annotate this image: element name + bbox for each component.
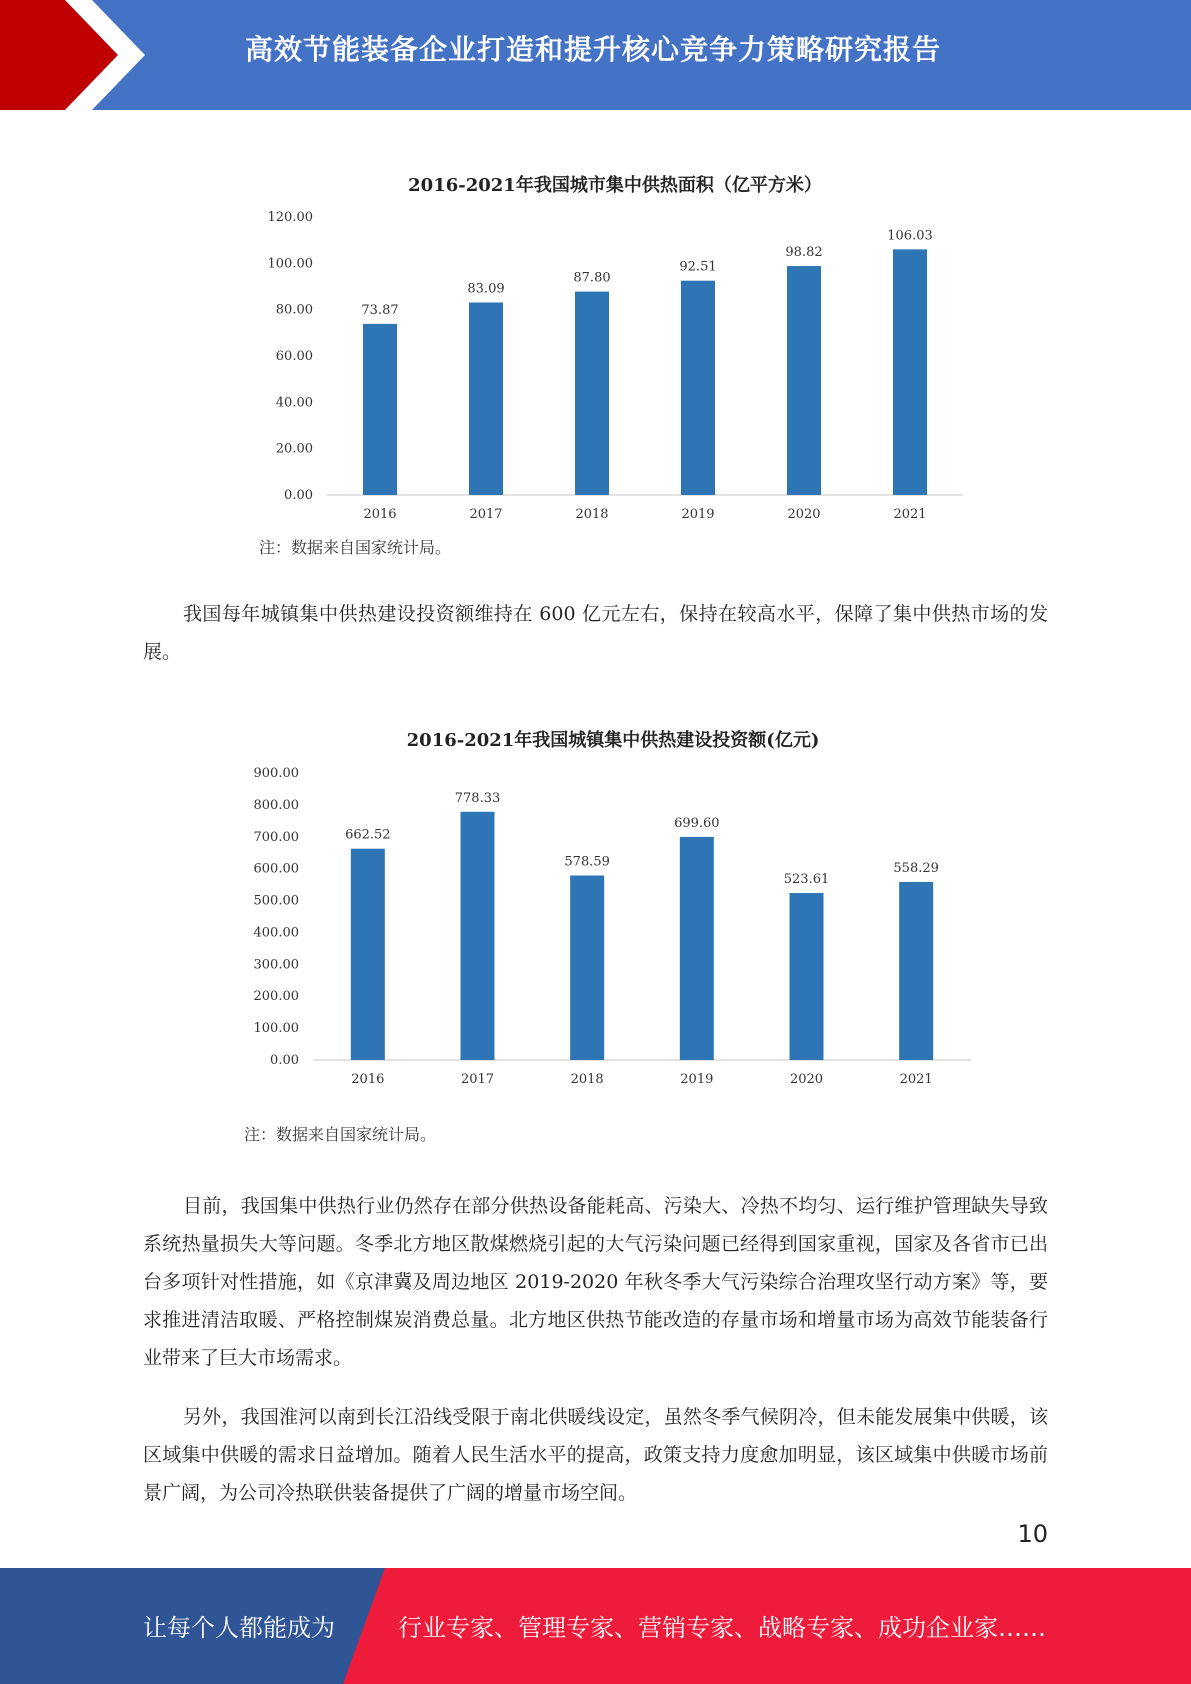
chart-title: 2016-2021年我国城镇集中供热建设投资额(亿元) bbox=[406, 730, 820, 751]
x-tick-label: 2016 bbox=[363, 507, 397, 522]
chart-title: 2016-2021年我国城市集中供热面积（亿平方米） bbox=[408, 175, 822, 196]
page-number: 10 bbox=[1017, 1520, 1048, 1548]
data-label: 98.82 bbox=[785, 245, 823, 261]
x-tick-label: 2021 bbox=[899, 1072, 933, 1087]
page-footer bbox=[0, 1568, 1191, 1684]
bar bbox=[461, 812, 495, 1060]
bar bbox=[469, 303, 503, 495]
y-tick-label: 100.00 bbox=[253, 1021, 299, 1037]
data-label: 662.52 bbox=[345, 827, 391, 843]
x-tick-label: 2021 bbox=[893, 507, 927, 522]
bar bbox=[790, 893, 824, 1060]
data-label: 558.29 bbox=[893, 860, 939, 876]
y-tick-label: 500.00 bbox=[253, 893, 299, 909]
data-label: 106.03 bbox=[887, 228, 933, 244]
chart-plot bbox=[238, 720, 988, 1095]
chart2-source-note: 注：数据来自国家统计局。 bbox=[244, 1125, 437, 1144]
header-arrow-decoration bbox=[0, 0, 160, 110]
footer-slogan-left: 让每个人都能成为 bbox=[143, 1614, 335, 1642]
x-tick-label: 2020 bbox=[789, 1072, 824, 1087]
x-tick-label: 2017 bbox=[460, 1072, 495, 1087]
bar bbox=[575, 292, 609, 495]
y-tick-label: 40.00 bbox=[275, 395, 313, 411]
bar bbox=[680, 837, 714, 1060]
bar bbox=[787, 266, 821, 495]
data-label: 73.87 bbox=[361, 302, 399, 318]
y-tick-label: 120.00 bbox=[267, 210, 313, 225]
y-tick-label: 900.00 bbox=[253, 766, 299, 781]
bar bbox=[893, 249, 927, 495]
x-tick-label: 2018 bbox=[575, 507, 609, 522]
data-label: 578.59 bbox=[564, 854, 610, 870]
x-tick-label: 2019 bbox=[680, 1072, 714, 1087]
bar bbox=[363, 324, 397, 495]
data-label: 699.60 bbox=[674, 815, 720, 831]
bar bbox=[681, 281, 715, 495]
y-tick-label: 700.00 bbox=[253, 829, 299, 845]
y-tick-label: 100.00 bbox=[267, 256, 313, 272]
y-tick-label: 0.00 bbox=[270, 1053, 299, 1068]
y-tick-label: 0.00 bbox=[284, 488, 313, 503]
y-tick-label: 600.00 bbox=[253, 861, 299, 877]
y-tick-label: 400.00 bbox=[253, 925, 299, 941]
paragraph-south-demand: 另外，我国淮河以南到长江沿线受限于南北供暖线设定，虽然冬季气候阴冷，但未能发展集中供暖，该区域集中供暖的需求日益增加。随着人民生活水平的提高，政策支持力度愈加明显，该区域集中供暖市场前景广阔，为公司冷热联供装备提供了广阔的增量市场空间。 bbox=[143, 1406, 1048, 1504]
y-tick-label: 60.00 bbox=[275, 349, 313, 364]
y-tick-label: 800.00 bbox=[253, 797, 299, 813]
x-tick-label: 2020 bbox=[787, 507, 821, 522]
bar bbox=[570, 875, 604, 1060]
data-label: 83.09 bbox=[467, 281, 505, 297]
y-tick-label: 80.00 bbox=[275, 302, 313, 318]
y-tick-label: 200.00 bbox=[253, 989, 299, 1005]
x-tick-label: 2018 bbox=[570, 1072, 604, 1087]
data-label: 87.80 bbox=[573, 270, 611, 286]
chart1-source-note: 注：数据来自国家统计局。 bbox=[259, 538, 452, 557]
x-tick-label: 2019 bbox=[681, 507, 715, 522]
bar bbox=[351, 849, 385, 1060]
heating-area-chart bbox=[250, 165, 980, 525]
data-label: 523.61 bbox=[783, 872, 830, 888]
bar bbox=[899, 882, 933, 1060]
investment-chart bbox=[238, 720, 988, 1095]
paragraph-investment: 我国每年城镇集中供热建设投资额维持在 600 亿元左右，保持在较高水平，保障了集中供热市场的发展。 bbox=[143, 603, 1048, 663]
data-label: 778.33 bbox=[454, 790, 501, 806]
y-tick-label: 20.00 bbox=[275, 441, 313, 457]
chart-plot bbox=[250, 165, 980, 525]
paragraph-problems: 目前，我国集中供热行业仍然存在部分供热设备能耗高、污染大、冷热不均匀、运行维护管理缺失导致系统热量损失大等问题。冬季北方地区散煤燃烧引起的大气污染问题已经得到国家重视，国家及各省市已出台多项针对性措施，如《京津冀及周边地区 2019-2020 年秋冬季大气污染综合治理攻坚行动方案》等，要求推进清洁取暖、严格控制煤炭消费总量。北方地区供热节能改造的存量市场和增量市场为高效节能装备行业带来了巨大市场需求。 bbox=[143, 1195, 1048, 1369]
report-title: 高效节能装备企业打造和提升核心竞争力策略研究报告 bbox=[245, 33, 942, 66]
page-header bbox=[0, 0, 1191, 110]
y-tick-label: 300.00 bbox=[253, 957, 299, 973]
data-label: 92.51 bbox=[679, 259, 717, 275]
x-tick-label: 2016 bbox=[351, 1072, 385, 1087]
x-tick-label: 2017 bbox=[469, 507, 503, 522]
footer-slogan-right: 行业专家、管理专家、营销专家、战略专家、成功企业家…… bbox=[398, 1614, 1046, 1642]
